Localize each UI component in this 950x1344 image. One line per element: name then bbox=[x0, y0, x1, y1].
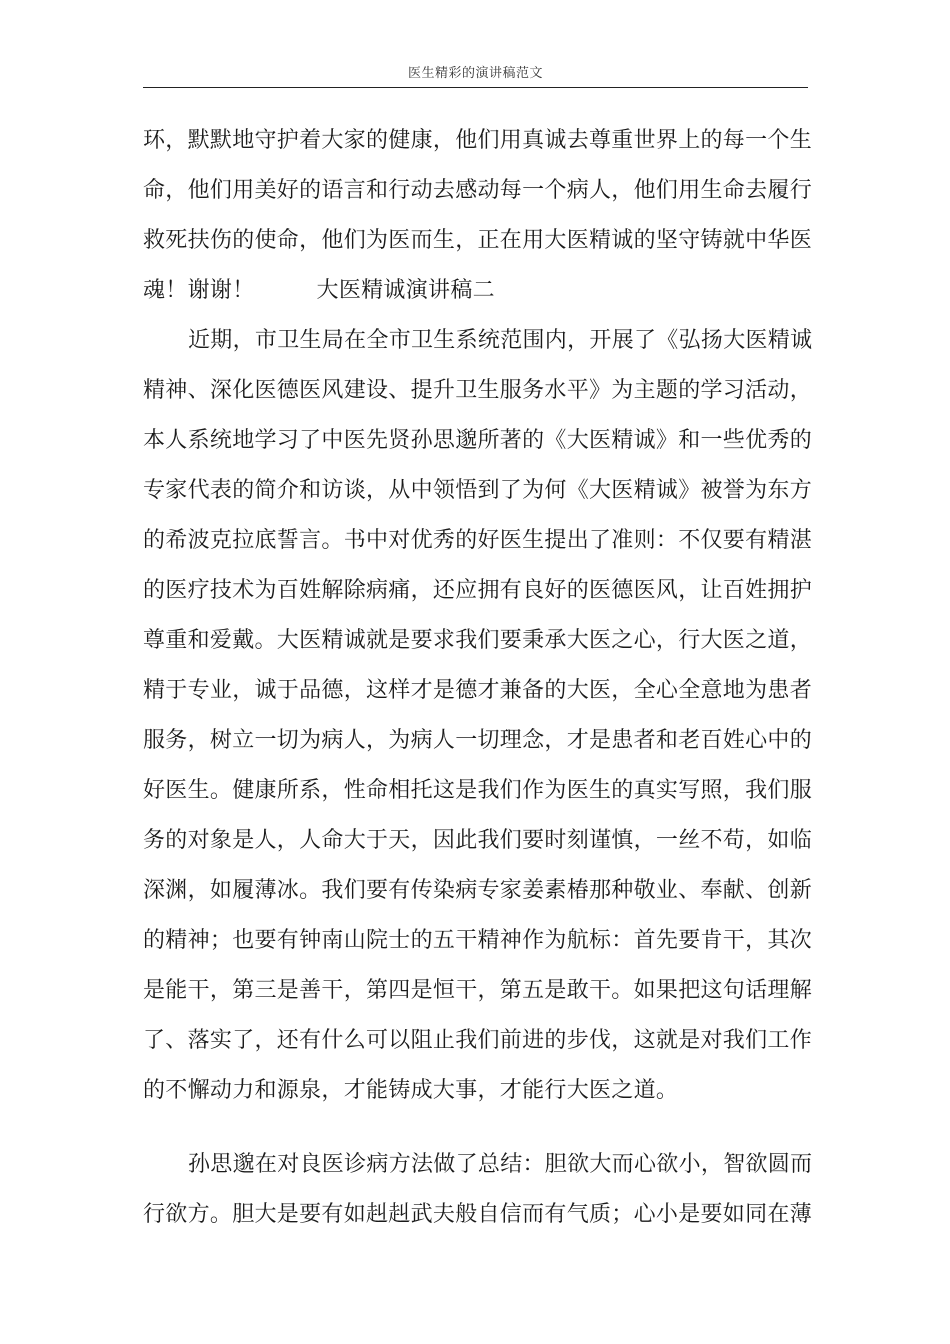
text-line: 深渊，如履薄冰。我们要有传染病专家姜素椿那种敬业、奉献、创新 bbox=[143, 878, 813, 903]
text-line: 的不懈动力和源泉，才能铸成大事，才能行大医之道。 bbox=[143, 1078, 679, 1103]
paragraph-first-line: 孙思邈在对良医诊病方法做了总结：胆欲大而心欲小，智欲圆而 bbox=[188, 1152, 813, 1177]
text-line-with-heading bbox=[143, 269, 811, 319]
text-line: 务的对象是人，人命大于天，因此我们要时刻谨慎，一丝不苟，如临 bbox=[143, 828, 813, 853]
text-line: 专家代表的简介和访谈，从中领悟到了为何《大医精诚》被誉为东方 bbox=[143, 478, 813, 503]
paragraph-gap bbox=[143, 1119, 811, 1143]
paragraph-first-line: 近期，市卫生局在全市卫生系统范围内，开展了《弘扬大医精诚 bbox=[188, 328, 813, 353]
text-line: 是能干，第三是善干，第四是恒干，第五是敢干。如果把这句话理解 bbox=[143, 978, 813, 1003]
text-line: 好医生。健康所系，性命相托这是我们作为医生的真实写照，我们服 bbox=[143, 778, 813, 803]
text-line: 的医疗技术为百姓解除病痛，还应拥有良好的医德医风，让百姓拥护 bbox=[143, 578, 813, 603]
header-divider bbox=[143, 87, 808, 88]
text-line: 的希波克拉底誓言。书中对优秀的好医生提出了准则：不仅要有精湛 bbox=[143, 528, 813, 553]
text-line: 的精神；也要有钟南山院士的五干精神作为航标：首先要肯干，其次 bbox=[143, 928, 813, 953]
closing-text: 魂！谢谢！ bbox=[143, 278, 255, 303]
text-line: 精于专业，诚于品德，这样才是德才兼备的大医，全心全意地为患者 bbox=[143, 678, 813, 703]
text-line: 环，默默地守护着大家的健康，他们用真诚去尊重世界上的每一个生 bbox=[143, 128, 813, 153]
text-line: 救死扶伤的使命，他们为医而生，正在用大医精诚的坚守铸就中华医 bbox=[143, 228, 813, 253]
page-header-title: 医生精彩的演讲稿范文 bbox=[407, 66, 543, 81]
text-line: 服务，树立一切为病人，为病人一切理念，才是患者和老百姓心中的 bbox=[143, 728, 813, 753]
text-line: 本人系统地学习了中医先贤孙思邈所著的《大医精诚》和一些优秀的 bbox=[143, 428, 813, 453]
text-line: 命，他们用美好的语言和行动去感动每一个病人，他们用生命去履行 bbox=[143, 178, 813, 203]
text-line: 了、落实了，还有什么可以阻止我们前进的步伐，这就是对我们工作 bbox=[143, 1028, 813, 1053]
text-line: 精神、深化医德医风建设、提升卫生服务水平》为主题的学习活动， bbox=[143, 378, 813, 403]
text-line: 行欲方。胆大是要有如赳赳武夫般自信而有气质；心小是要如同在薄 bbox=[143, 1202, 813, 1227]
text-line: 尊重和爱戴。大医精诚就是要求我们要秉承大医之心，行大医之道， bbox=[143, 628, 813, 653]
section-heading: 大医精诚演讲稿二 bbox=[316, 278, 495, 303]
document-body bbox=[143, 119, 811, 1243]
